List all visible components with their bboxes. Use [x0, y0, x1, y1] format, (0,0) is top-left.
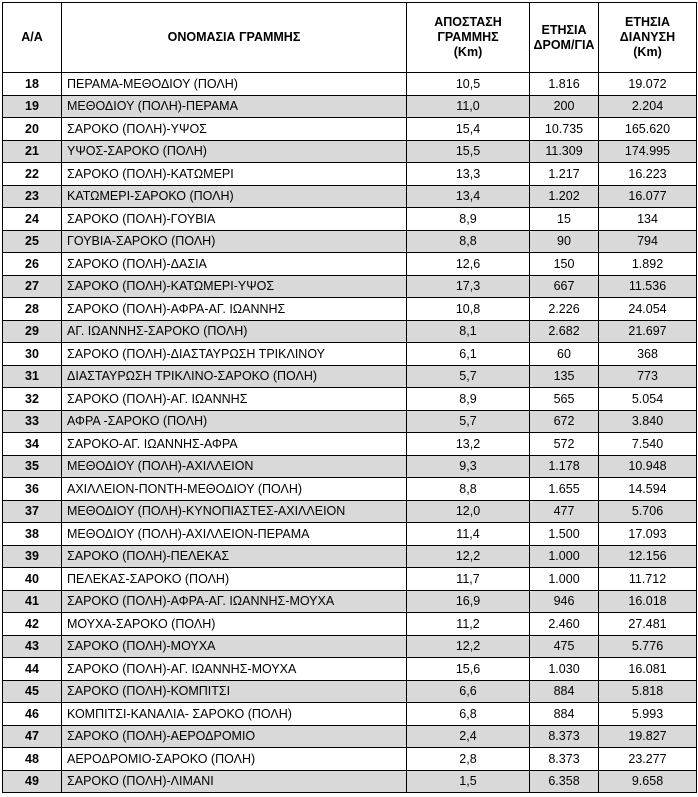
table-row: [3, 388, 697, 411]
line-name: ΣΑΡΟΚΟ (ΠΟΛΗ)-ΑΓ. ΙΩΑΝΝΗΣ-ΜΟΥΧΑ: [62, 658, 407, 681]
annual-km: 773: [599, 365, 697, 388]
line-name: ΣΑΡΟΚΟ (ΠΟΛΗ)-ΑΦΡΑ-ΑΓ. ΙΩΑΝΝΗΣ-ΜΟΥΧΑ: [62, 590, 407, 613]
line-name: ΣΑΡΟΚΟ (ΠΟΛΗ)-ΠΕΛΕΚΑΣ: [62, 545, 407, 568]
annual-routes: 90: [530, 230, 599, 253]
annual-routes: 884: [530, 680, 599, 703]
annual-km: 12.156: [599, 545, 697, 568]
line-name: ΜΕΘΟΔΙΟΥ (ΠΟΛΗ)-ΠΕΡΑΜΑ: [62, 95, 407, 118]
row-number: 25: [3, 230, 62, 253]
line-name: ΔΙΑΣΤΑΥΡΩΣΗ ΤΡΙΚΛΙΝΟ-ΣΑΡΟΚΟ (ΠΟΛΗ): [62, 365, 407, 388]
annual-km: 19.827: [599, 725, 697, 748]
header-routes-line1: ΕΤΗΣΙΑ: [541, 22, 587, 37]
annual-km: 10.948: [599, 455, 697, 478]
row-number: 31: [3, 365, 62, 388]
row-number: 40: [3, 568, 62, 591]
annual-routes: 8.373: [530, 725, 599, 748]
table-row: [3, 455, 697, 478]
annual-routes: 150: [530, 253, 599, 276]
annual-km: 5.706: [599, 500, 697, 523]
annual-km: 165.620: [599, 118, 697, 141]
row-number: 39: [3, 545, 62, 568]
annual-km: 24.054: [599, 298, 697, 321]
annual-km: 9.658: [599, 770, 697, 793]
line-distance: 8,8: [407, 478, 530, 501]
table-row: [3, 230, 697, 253]
line-distance: 11,2: [407, 613, 530, 636]
line-distance: 15,4: [407, 118, 530, 141]
line-distance: 17,3: [407, 275, 530, 298]
annual-km: 1.892: [599, 253, 697, 276]
line-name: ΓΟΥΒΙΑ-ΣΑΡΟΚΟ (ΠΟΛΗ): [62, 230, 407, 253]
annual-km: 11.536: [599, 275, 697, 298]
row-number: 23: [3, 185, 62, 208]
table-row: [3, 163, 697, 186]
table-header: [3, 3, 697, 73]
table-row: [3, 478, 697, 501]
row-number: 27: [3, 275, 62, 298]
line-distance: 6,8: [407, 703, 530, 726]
table-row: [3, 635, 697, 658]
row-number: 36: [3, 478, 62, 501]
line-distance: 9,3: [407, 455, 530, 478]
table-row: [3, 748, 697, 771]
annual-routes: 572: [530, 433, 599, 456]
annual-routes: 2.460: [530, 613, 599, 636]
table-row: [3, 590, 697, 613]
bus-lines-table: [2, 2, 697, 793]
line-distance: 13,3: [407, 163, 530, 186]
table-body: [3, 73, 697, 793]
annual-routes: 1.217: [530, 163, 599, 186]
row-number: 33: [3, 410, 62, 433]
row-number: 22: [3, 163, 62, 186]
header-distance-line1: ΑΠΟΣΤΑΣΗ: [434, 15, 502, 29]
row-number: 49: [3, 770, 62, 793]
row-number: 41: [3, 590, 62, 613]
table-row: [3, 185, 697, 208]
line-name: ΣΑΡΟΚΟ (ΠΟΛΗ)-ΔΙΑΣΤΑΥΡΩΣΗ ΤΡΙΚΛΙΝΟΥ: [62, 343, 407, 366]
table-row: [3, 320, 697, 343]
line-name: ΜΕΘΟΔΙΟΥ (ΠΟΛΗ)-ΑΧΙΛΛΕΙΟΝ: [62, 455, 407, 478]
annual-km: 3.840: [599, 410, 697, 433]
annual-routes: 477: [530, 500, 599, 523]
line-name: ΣΑΡΟΚΟ (ΠΟΛΗ)-ΚΑΤΩΜΕΡΙ-ΥΨΟΣ: [62, 275, 407, 298]
line-name: ΜΕΘΟΔΙΟΥ (ΠΟΛΗ)-ΑΧΙΛΛΕΙΟΝ-ΠΕΡΑΜΑ: [62, 523, 407, 546]
line-distance: 10,8: [407, 298, 530, 321]
annual-km: 11.712: [599, 568, 697, 591]
line-name: ΣΑΡΟΚΟ (ΠΟΛΗ)-ΓΟΥΒΙΑ: [62, 208, 407, 231]
annual-routes: 1.000: [530, 568, 599, 591]
table-row: [3, 568, 697, 591]
annual-km: 5.054: [599, 388, 697, 411]
table-row: [3, 703, 697, 726]
row-number: 28: [3, 298, 62, 321]
annual-routes: 946: [530, 590, 599, 613]
row-number: 24: [3, 208, 62, 231]
table-row: [3, 500, 697, 523]
annual-routes: 475: [530, 635, 599, 658]
row-number: 35: [3, 455, 62, 478]
row-number: 42: [3, 613, 62, 636]
annual-routes: 1.816: [530, 73, 599, 96]
row-number: 26: [3, 253, 62, 276]
line-name: ΑΕΡΟΔΡΟΜΙΟ-ΣΑΡΟΚΟ (ΠΟΛΗ): [62, 748, 407, 771]
annual-km: 16.223: [599, 163, 697, 186]
annual-km: 16.077: [599, 185, 697, 208]
annual-routes: 1.202: [530, 185, 599, 208]
table-row: [3, 545, 697, 568]
table-row: [3, 73, 697, 96]
table-row: [3, 725, 697, 748]
header-routes-line2: ΔΡΟΜ/ΓΙΑ: [533, 37, 595, 52]
line-distance: 12,2: [407, 635, 530, 658]
header-aa: Α/Α: [3, 3, 62, 73]
row-number: 43: [3, 635, 62, 658]
line-distance: 13,4: [407, 185, 530, 208]
table-row: [3, 253, 697, 276]
row-number: 38: [3, 523, 62, 546]
table-row: [3, 208, 697, 231]
annual-routes: 667: [530, 275, 599, 298]
row-number: 37: [3, 500, 62, 523]
line-distance: 11,7: [407, 568, 530, 591]
table-row: [3, 658, 697, 681]
row-number: 19: [3, 95, 62, 118]
header-annual-km: [599, 3, 697, 73]
annual-km: 16.081: [599, 658, 697, 681]
line-distance: 12,0: [407, 500, 530, 523]
line-distance: 12,2: [407, 545, 530, 568]
annual-routes: 10.735: [530, 118, 599, 141]
annual-routes: 1.030: [530, 658, 599, 681]
annual-km: 14.594: [599, 478, 697, 501]
annual-km: 134: [599, 208, 697, 231]
line-name: ΣΑΡΟΚΟ (ΠΟΛΗ)-ΜΟΥΧΑ: [62, 635, 407, 658]
annual-routes: 6.358: [530, 770, 599, 793]
line-distance: 6,6: [407, 680, 530, 703]
line-distance: 1,5: [407, 770, 530, 793]
row-number: 47: [3, 725, 62, 748]
line-distance: 2,4: [407, 725, 530, 748]
annual-km: 23.277: [599, 748, 697, 771]
row-number: 18: [3, 73, 62, 96]
annual-routes: 672: [530, 410, 599, 433]
annual-km: 17.093: [599, 523, 697, 546]
table-row: [3, 613, 697, 636]
line-name: ΣΑΡΟΚΟ (ΠΟΛΗ)-ΛΙΜΑΝΙ: [62, 770, 407, 793]
table-row: [3, 140, 697, 163]
row-number: 29: [3, 320, 62, 343]
annual-routes: 1.500: [530, 523, 599, 546]
header-row: [3, 3, 697, 73]
annual-km: 368: [599, 343, 697, 366]
line-distance: 8,9: [407, 388, 530, 411]
line-name: ΠΕΛΕΚΑΣ-ΣΑΡΟΚΟ (ΠΟΛΗ): [62, 568, 407, 591]
line-name: ΣΑΡΟΚΟ (ΠΟΛΗ)-ΑΓ. ΙΩΑΝΝΗΣ: [62, 388, 407, 411]
table-row: [3, 95, 697, 118]
header-km-line2: ΔΙΑΝΥΣΗ: [619, 30, 676, 44]
table-row: [3, 365, 697, 388]
annual-routes: 1.655: [530, 478, 599, 501]
annual-routes: 11.309: [530, 140, 599, 163]
row-number: 45: [3, 680, 62, 703]
row-number: 30: [3, 343, 62, 366]
line-distance: 15,6: [407, 658, 530, 681]
row-number: 20: [3, 118, 62, 141]
line-name: ΥΨΟΣ-ΣΑΡΟΚΟ (ΠΟΛΗ): [62, 140, 407, 163]
annual-km: 21.697: [599, 320, 697, 343]
line-name: ΣΑΡΟΚΟ (ΠΟΛΗ)-ΚΟΜΠΙΤΣΙ: [62, 680, 407, 703]
annual-routes: 1.178: [530, 455, 599, 478]
annual-km: 19.072: [599, 73, 697, 96]
annual-routes: 200: [530, 95, 599, 118]
table-row: [3, 343, 697, 366]
annual-routes: 565: [530, 388, 599, 411]
table-row: [3, 680, 697, 703]
annual-km: 794: [599, 230, 697, 253]
line-distance: 2,8: [407, 748, 530, 771]
row-number: 48: [3, 748, 62, 771]
row-number: 21: [3, 140, 62, 163]
annual-km: 27.481: [599, 613, 697, 636]
line-distance: 5,7: [407, 410, 530, 433]
header-distance-line3: (Km): [453, 45, 483, 59]
line-name: ΚΑΤΩΜΕΡΙ-ΣΑΡΟΚΟ (ΠΟΛΗ): [62, 185, 407, 208]
annual-km: 5.776: [599, 635, 697, 658]
header-km-line1: ΕΤΗΣΙΑ: [624, 15, 670, 29]
line-name: ΣΑΡΟΚΟ (ΠΟΛΗ)-ΔΑΣΙΑ: [62, 253, 407, 276]
line-name: ΑΧΙΛΛΕΙΟΝ-ΠΟΝΤΗ-ΜΕΘΟΔΙΟΥ (ΠΟΛΗ): [62, 478, 407, 501]
annual-routes: 2.226: [530, 298, 599, 321]
line-distance: 5,7: [407, 365, 530, 388]
line-name: ΜΟΥΧΑ-ΣΑΡΟΚΟ (ΠΟΛΗ): [62, 613, 407, 636]
row-number: 32: [3, 388, 62, 411]
line-distance: 13,2: [407, 433, 530, 456]
line-distance: 12,6: [407, 253, 530, 276]
line-distance: 16,9: [407, 590, 530, 613]
table-row: [3, 410, 697, 433]
annual-routes: 15: [530, 208, 599, 231]
table-row: [3, 118, 697, 141]
line-name: ΣΑΡΟΚΟ-ΑΓ. ΙΩΑΝΝΗΣ-ΑΦΡΑ: [62, 433, 407, 456]
line-distance: 10,5: [407, 73, 530, 96]
line-name: ΑΦΡΑ -ΣΑΡΟΚΟ (ΠΟΛΗ): [62, 410, 407, 433]
line-distance: 11,4: [407, 523, 530, 546]
annual-km: 174.995: [599, 140, 697, 163]
line-name: ΜΕΘΟΔΙΟΥ (ΠΟΛΗ)-ΚΥΝΟΠΙΑΣΤΕΣ-ΑΧΙΛΛΕΙΟΝ: [62, 500, 407, 523]
line-distance: 15,5: [407, 140, 530, 163]
table-row: [3, 523, 697, 546]
annual-km: 7.540: [599, 433, 697, 456]
header-distance: [407, 3, 530, 73]
header-km-line3: (Km): [633, 45, 662, 59]
line-name: ΣΑΡΟΚΟ (ΠΟΛΗ)-ΑΦΡΑ-ΑΓ. ΙΩΑΝΝΗΣ: [62, 298, 407, 321]
annual-routes: 884: [530, 703, 599, 726]
line-distance: 8,9: [407, 208, 530, 231]
row-number: 46: [3, 703, 62, 726]
table-row: [3, 770, 697, 793]
header-annual-routes: [530, 3, 599, 73]
annual-routes: 8.373: [530, 748, 599, 771]
annual-km: 16.018: [599, 590, 697, 613]
annual-km: 5.818: [599, 680, 697, 703]
annual-routes: 135: [530, 365, 599, 388]
table-row: [3, 275, 697, 298]
line-name: ΚΟΜΠΙΤΣΙ-ΚΑΝΑΛΙΑ- ΣΑΡΟΚΟ (ΠΟΛΗ): [62, 703, 407, 726]
header-line-name: ΟΝΟΜΑΣΙΑ ΓΡΑΜΜΗΣ: [62, 3, 407, 73]
annual-routes: 2.682: [530, 320, 599, 343]
table-row: [3, 433, 697, 456]
row-number: 34: [3, 433, 62, 456]
line-name: ΣΑΡΟΚΟ (ΠΟΛΗ)-ΥΨΟΣ: [62, 118, 407, 141]
header-distance-line2: ΓΡΑΜΜΗΣ: [437, 30, 499, 44]
table-row: [3, 298, 697, 321]
line-name: ΣΑΡΟΚΟ (ΠΟΛΗ)-ΚΑΤΩΜΕΡΙ: [62, 163, 407, 186]
line-distance: 11,0: [407, 95, 530, 118]
annual-km: 2.204: [599, 95, 697, 118]
annual-routes: 60: [530, 343, 599, 366]
line-name: ΑΓ. ΙΩΑΝΝΗΣ-ΣΑΡΟΚΟ (ΠΟΛΗ): [62, 320, 407, 343]
row-number: 44: [3, 658, 62, 681]
line-name: ΠΕΡΑΜΑ-ΜΕΘΟΔΙΟΥ (ΠΟΛΗ): [62, 73, 407, 96]
line-distance: 6,1: [407, 343, 530, 366]
line-distance: 8,8: [407, 230, 530, 253]
line-distance: 8,1: [407, 320, 530, 343]
annual-routes: 1.000: [530, 545, 599, 568]
annual-km: 5.993: [599, 703, 697, 726]
line-name: ΣΑΡΟΚΟ (ΠΟΛΗ)-ΑΕΡΟΔΡΟΜΙΟ: [62, 725, 407, 748]
